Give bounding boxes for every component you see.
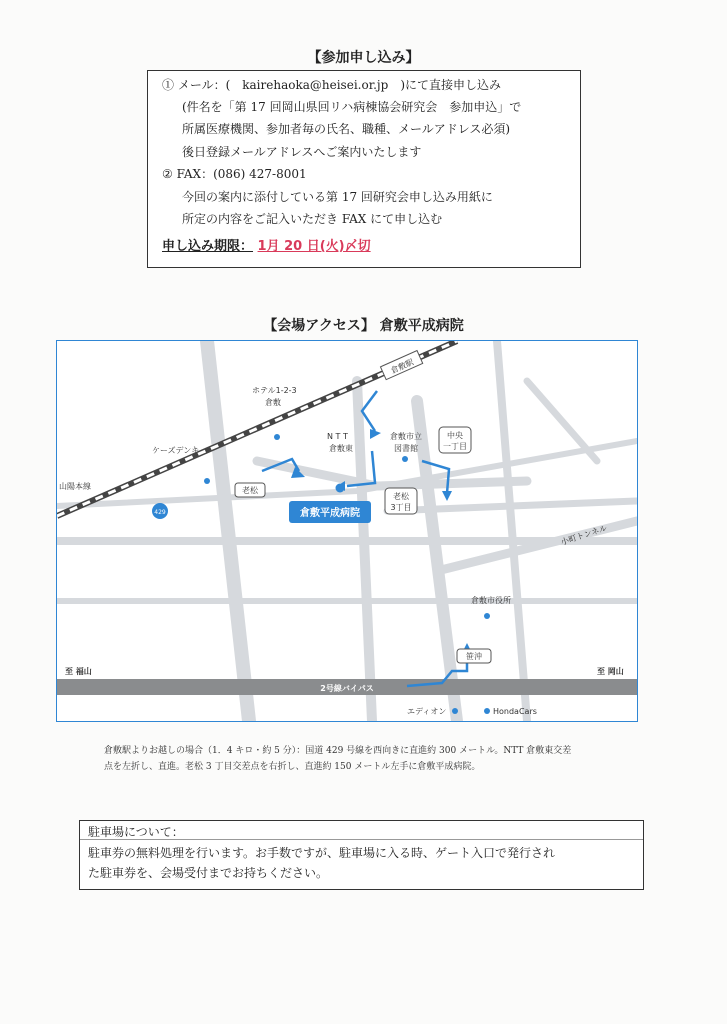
- station-label: [380, 351, 422, 380]
- bypass-label: 2号線バイパス: [320, 684, 374, 693]
- deadline: [162, 235, 371, 254]
- road-west: [207, 341, 249, 721]
- hotel-label-1: ホテル1-2-3: [252, 386, 297, 395]
- tunnel-label: 小町トンネル: [559, 523, 609, 547]
- access-note-2: 点を左折し、直進。老松 3 丁目交差点を右折し、直進約 150 メートル左手に倉敷平成病院。: [104, 762, 481, 772]
- ntt-label-1: N T T: [327, 432, 348, 441]
- required-fields-line: 所属医療機関、参加者毎の氏名、職種、メールアドレス必須): [182, 122, 511, 136]
- access-heading: 【会場アクセス】 倉敷平成病院: [263, 318, 464, 334]
- hotel-label-2: 倉敷: [265, 398, 281, 407]
- city-hall-label: 倉敷市役所: [471, 596, 511, 605]
- to-fukuyama-label: 至 福山: [65, 667, 92, 676]
- oimatsu3-label-1: 老松: [393, 492, 409, 501]
- library-label-2: 図書館: [394, 444, 418, 453]
- hondacars-label: HondaCars: [493, 707, 537, 716]
- parking-line-1: 駐車券の無料処理を行います。お手数ですが、駐車場に入る時、ゲート入口で発行され: [88, 846, 556, 860]
- subject-line: (件名を「第 17 回岡山県回リハ病棟協会研究会 参加申込」で: [182, 100, 522, 114]
- deadline-value: 1月 20 日(火)〆切: [257, 239, 371, 254]
- email-line: ① メール：( kairehaoka@heisei.or.jp )にて直接申し込み: [162, 78, 502, 92]
- to-okayama-label: 至 岡山: [597, 667, 624, 676]
- sasaoki-label: 笹沖: [466, 652, 482, 661]
- oimatsu3-label-2: 3丁目: [390, 503, 412, 512]
- registration-box: [147, 70, 581, 268]
- route-429-label: 429: [154, 509, 166, 516]
- parking-box: [79, 820, 644, 890]
- sanyo-line-label: 山陽本線: [59, 482, 91, 491]
- road-tunnel: [437, 521, 637, 571]
- access-map: [56, 340, 638, 722]
- form-line: 今回の案内に添付している第 17 回研究会申し込み用紙に: [182, 190, 493, 204]
- edion-label: エディオン: [407, 707, 447, 716]
- library-label-1: 倉敷市立: [390, 432, 422, 441]
- hospital-label: 倉敷平成病院: [300, 508, 360, 519]
- registration-heading: 【参加申し込み】: [307, 50, 420, 66]
- oimatsu-label: 老松: [242, 486, 258, 495]
- road-east: [497, 341, 527, 721]
- access-note-1: 倉敷駅よりお越しの場合（1．4 キロ・約 5 分）：国道 429 号線を西向きに直進約 300 メートル。NTT 倉敷東交差: [104, 746, 572, 756]
- follow-up-line: 後日登録メールアドレスへご案内いたします: [182, 145, 422, 159]
- fax-instruction-line: 所定の内容をご記入いただき FAX にて申し込む: [182, 212, 443, 226]
- svg-text:倉敷駅: 倉敷駅: [389, 357, 415, 376]
- ntt-label-2: 倉敷東: [329, 444, 353, 453]
- ksdenki-label: ケーズデンキ: [152, 446, 200, 455]
- road-ne: [527, 381, 597, 461]
- road-ntt: [357, 381, 372, 721]
- parking-title: 駐車場について：: [88, 825, 184, 839]
- chuo-label-2: 一丁目: [443, 442, 467, 451]
- parking-divider: [80, 839, 643, 840]
- fax-line: ② FAX：(086) 427-8001: [162, 167, 307, 181]
- chuo-label-1: 中央: [447, 431, 463, 440]
- parking-line-2: た駐車券を、会場受付までお持ちください。: [88, 866, 329, 880]
- deadline-label: 申し込み期限：: [162, 239, 254, 254]
